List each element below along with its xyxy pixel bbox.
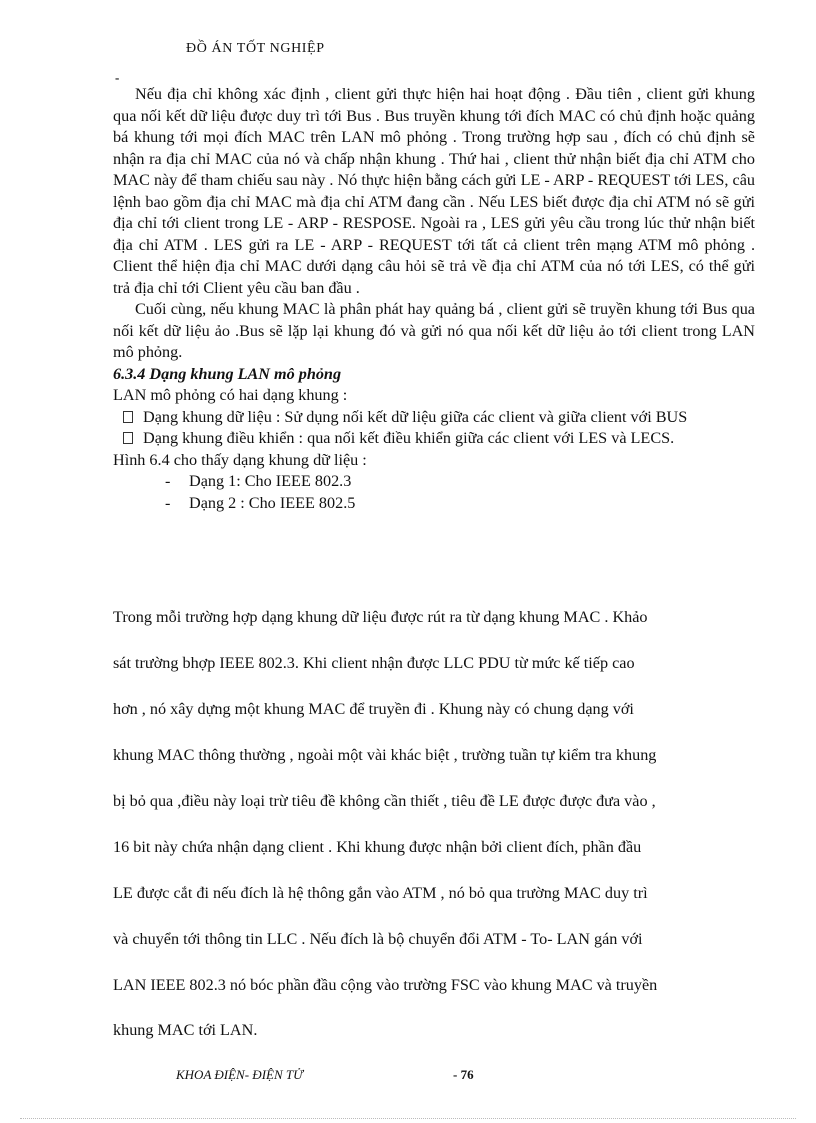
checkbox-bullet-icon	[123, 411, 133, 423]
text-line: LE được cắt đi nếu đích là hệ thông gắn vào ATM , nó bỏ qua trường MAC duy trì	[113, 884, 648, 902]
text-line: và chuyển tới thông tin LLC . Nếu đích là bộ chuyển đổi ATM - To- LAN gán với	[113, 930, 643, 948]
intro-line: LAN mô phỏng có hai dạng khung :	[113, 386, 348, 404]
bullet-text: Dạng khung điều khiển : qua nối kết điều khiển giữa các client với LES và LECS.	[143, 429, 675, 447]
bullet-item	[113, 428, 755, 450]
text-line: khung MAC thông thường , ngoài một vài khác biệt , trường tuần tự kiểm tra khung	[113, 746, 657, 764]
text-line: bị bỏ qua ,điều này loại trừ tiêu đề không cần thiết , tiêu đề LE được được đưa vào ,	[113, 792, 656, 810]
dash-bullet-icon: -	[165, 472, 171, 490]
bullet-item	[113, 407, 755, 429]
dash-mark: -	[115, 70, 120, 85]
paragraph-1: Nếu địa chỉ không xác định , client gửi thực hiện hai hoạt động . Đầu tiên , client gửi khung qua nối kết dữ liệu được duy trì tới Bus . Bus truyền khung tới đích MAC có chủ định hoặc quảng bá khung tới mọi đích MAC trên LAN mô phỏng . Trong trường hợp sau , đích có chủ định sẽ nhận ra địa chỉ MAC của nó và chấp nhận khung . Thứ hai , client thử nhận biết địa chỉ ATM cho MAC này để tham chiếu sau này . Nó thực hiện bằng cách gửi LE - ARP - REQUEST tới LES, câu lệnh bao gồm địa chỉ MAC mà địa chỉ ATM đang cần . Nếu LES biết được địa chỉ ATM nó sẽ gửi địa chỉ tới client trong LE - ARP - RESPOSE. Ngoài ra , LES gửi yêu cầu trong lúc thử nhận biết địa chỉ ATM . LES gửi ra LE - ARP - REQUEST tới tất cả client trên mạng ATM mô phỏng . Client thể hiện địa chỉ MAC dưới dạng câu hỏi sẽ trả về địa chỉ ATM của nó tới LES, có thể gửi trả địa chỉ tới Client yêu cầu ban đầu .	[113, 85, 755, 297]
dash-list-text: Dạng 1: Cho IEEE 802.3	[189, 472, 352, 490]
dash-list-item	[113, 493, 755, 515]
dash-list-item	[113, 471, 755, 493]
body-block	[113, 84, 755, 514]
section-heading: 6.3.4 Dạng khung LAN mô phỏng	[113, 364, 342, 383]
dash-list-text: Dạng 2 : Cho IEEE 802.5	[189, 493, 356, 512]
text-line: khung MAC tới LAN.	[113, 1021, 258, 1039]
text-line: LAN IEEE 802.3 nó bóc phần đầu cộng vào trường FSC vào khung MAC và truyền	[113, 976, 658, 994]
text-line: sát trường bhợp IEEE 802.3. Khi client nhận được LLC PDU từ mức kế tiếp cao	[113, 654, 635, 672]
checkbox-bullet-icon	[123, 432, 133, 444]
page-bottom-rule	[20, 1118, 796, 1119]
footer-department: KHOA ĐIỆN- ĐIỆN TỬ	[176, 1067, 303, 1082]
text-line: hơn , nó xây dựng một khung MAC để truyền đi . Khung này có chung dạng với	[113, 700, 634, 718]
footer-page-number: - 76	[453, 1067, 474, 1082]
header-title: ĐỒ ÁN TỐT NGHIỆP	[186, 41, 325, 56]
paragraph-2: Cuối cùng, nếu khung MAC là phân phát hay quảng bá , client gửi sẽ truyền khung tới Bus qua nối kết dữ liệu ảo .Bus sẽ lặp lại khung đó và gửi nó qua nối kết dữ liệu ảo tới client trong LAN mô phỏng.	[113, 300, 755, 361]
text-line: Trong mỗi trường hợp dạng khung dữ liệu được rút ra từ dạng khung MAC . Khảo	[113, 608, 648, 626]
figure-intro: Hình 6.4 cho thấy dạng khung dữ liệu :	[113, 450, 367, 469]
bullet-text: Dạng khung dữ liệu : Sử dụng nối kết dữ liệu giữa các client và giữa client với BUS	[143, 407, 688, 426]
dash-bullet-icon: -	[165, 493, 171, 512]
text-line: 16 bit này chứa nhận dạng client . Khi khung được nhận bởi client đích, phần đầu	[113, 838, 642, 856]
